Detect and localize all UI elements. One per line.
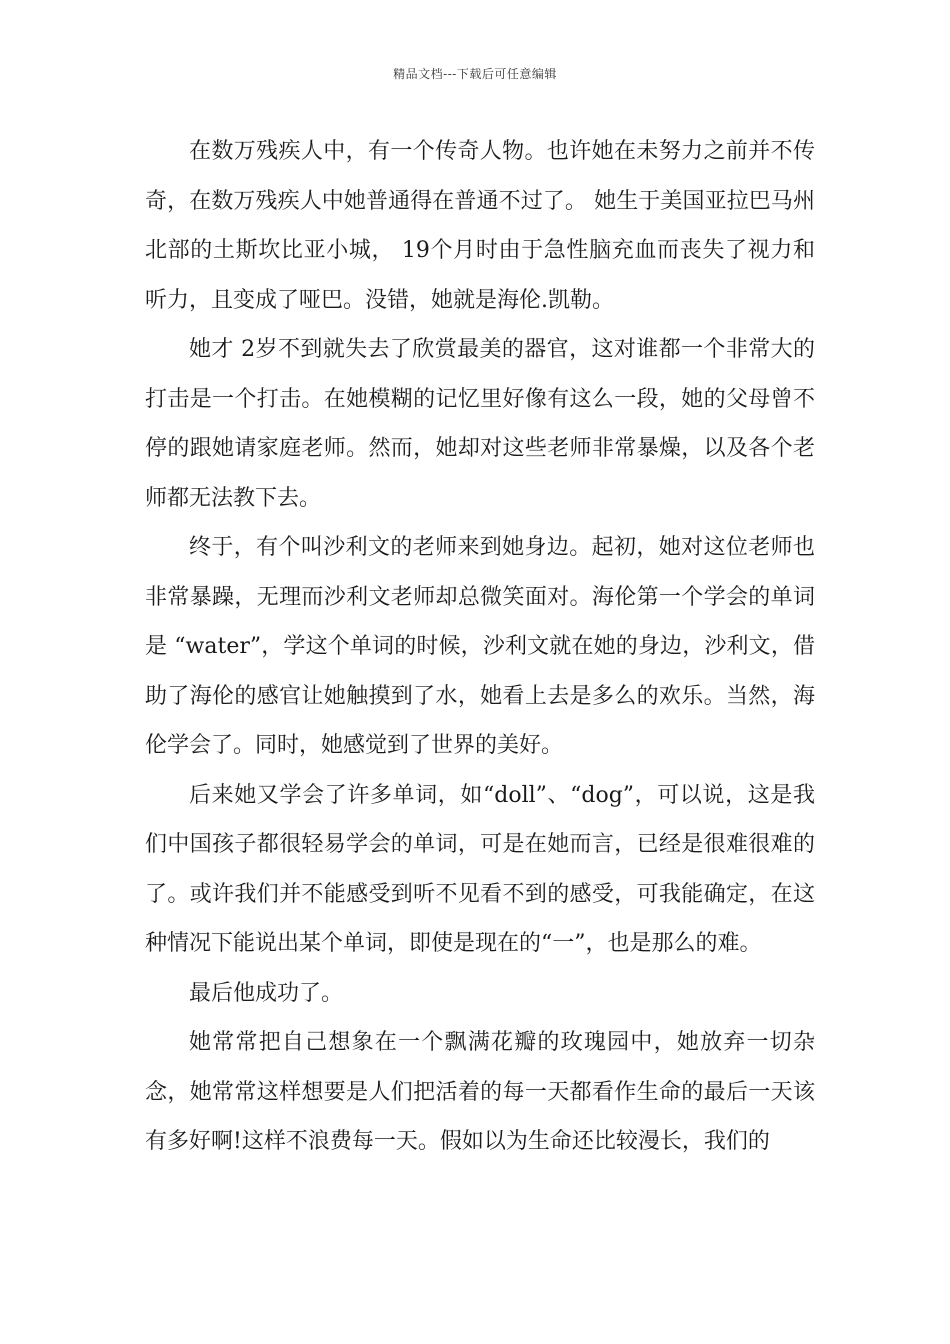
paragraph-4: 后来她又学会了许多单词，如“doll”、“dog”，可以说，这是我们中国孩子都很轻易学会的单词，可是在她而言，已经是很难很难的了。或许我们并不能感受到听不见看不到的感受，可我能确定，在这种情况下能说出某个单词，即使是现在的“一”，也是那么的难。 (145, 782, 815, 956)
document-body (145, 127, 815, 1167)
page-header: 精品文档---下载后可任意编辑 (393, 67, 557, 81)
paragraph-6: 她常常把自己想象在一个飘满花瓣的玫瑰园中，她放弃一切杂念，她常常这样想要是人们把活着的每一天都看作生命的最后一天该有多好啊!这样不浪费每一天。假如以为生命还比较漫长，我们的 (145, 1030, 815, 1154)
paragraph-1: 在数万残疾人中，有一个传奇人物。也许她在未努力之前并不传奇，在数万残疾人中她普通得在普通不过了。 她生于美国亚拉巴马州北部的土斯坎比亚小城， 19个月时由于急性脑充血而丧失了视力和听力，且变成了哑巴。没错，她就是海伦.凯勒。 (145, 139, 815, 313)
paragraph-3: 终于，有个叫沙利文的老师来到她身边。起初，她对这位老师也非常暴躁，无理而沙利文老师却总微笑面对。海伦第一个学会的单词是 “water”，学这个单词的时候，沙利文就在她的身边，沙利文，借助了海伦的感官让她触摸到了水，她看上去是多么的欢乐。当然，海伦学会了。同时，她感觉到了世界的美好。 (145, 535, 815, 758)
paragraph-5: 最后他成功了。 (189, 980, 344, 1006)
paragraph-2: 她才 2岁不到就失去了欣赏最美的器官，这对谁都一个非常大的打击是一个打击。在她模糊的记忆里好像有这么一段，她的父母曾不停的跟她请家庭老师。然而，她却对这些老师非常暴燥，以及各个老师都无法教下去。 (145, 337, 815, 511)
